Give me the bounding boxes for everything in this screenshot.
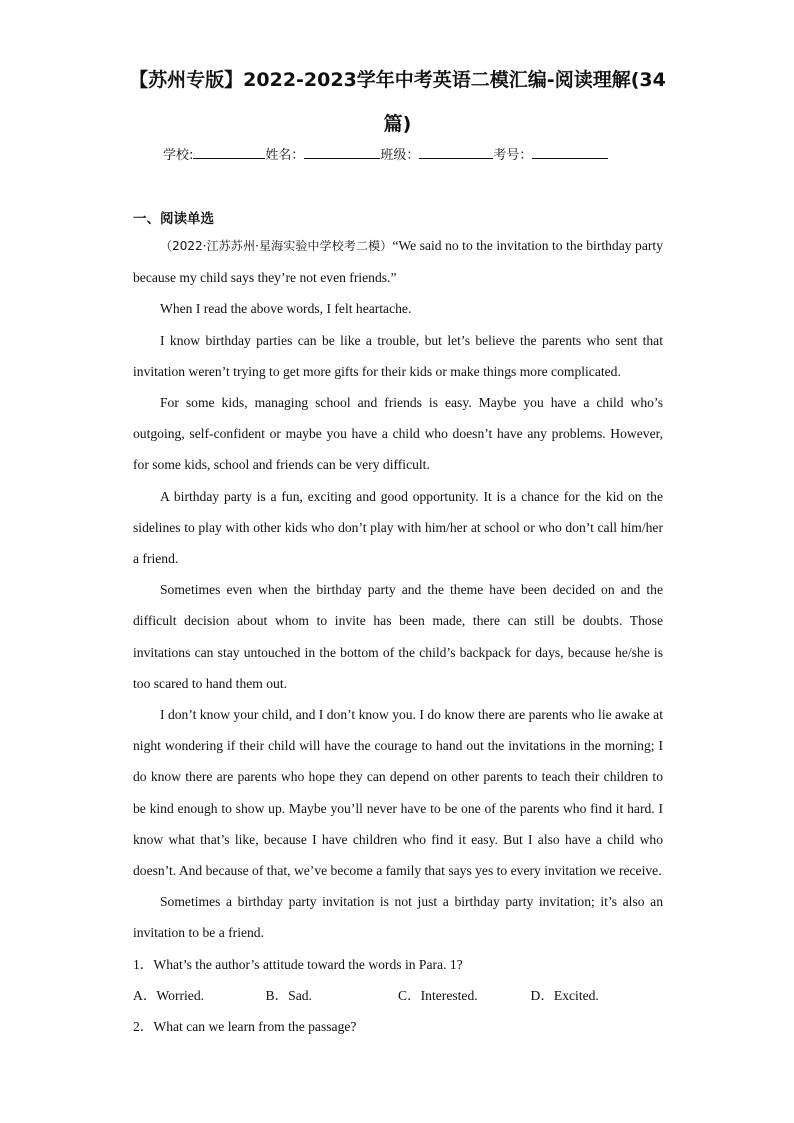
question-2: 2．What can we learn from the passage?: [133, 1019, 357, 1035]
paragraph: A birthday party is a fun, exciting and good opportunity. It is a chance for the kid on the sidelines to play with other kids who don’t play with him/her at school or who don’t call him/her a friend.: [133, 488, 663, 567]
question-1-options: [133, 980, 663, 1011]
document-title: [120, 58, 675, 146]
paragraph: I know birthday parties can be like a trouble, but let’s believe the parents who sent that invitation weren’t trying to get more gifts for their kids or make things more complicated.: [133, 332, 663, 379]
option-b[interactable]: B．Sad.: [265, 987, 312, 1003]
number-label: 考号：: [493, 148, 533, 163]
school-blank[interactable]: [193, 146, 265, 159]
paragraph: I don’t know your child, and I don’t know you. I do know there are parents who lie awake at night wondering if their child will have the courage to hand out the invitations in the morning; I do know there are parents who hope they can depend on other parents to teach their children to be kind enough to show up. Maybe you’ll never have to be one of the parents who find it hard. I know what that’s like, because I have children who find it easy. But I also have a child who doesn’t. And because of that, we’ve become a family that says yes to every invitation we receive.: [133, 707, 663, 879]
class-blank[interactable]: [419, 146, 493, 159]
option-c[interactable]: C．Interested.: [398, 987, 478, 1003]
paragraph: When I read the above words, I felt heartache.: [160, 301, 412, 317]
title-line-2: 篇): [383, 113, 412, 135]
section-heading: 一、阅读单选: [133, 211, 214, 227]
paragraph: For some kids, managing school and friends is easy. Maybe you have a child who’s outgoing, self-confident or maybe you have a child who doesn’t have any problems. However, for some kids, school and friends can be very difficult.: [133, 395, 663, 473]
paragraph: （2022·江苏苏州·星海实验中学校考二模）“We said no to the invitation to the birthday party because my child says they’re not even friends.”: [133, 238, 663, 286]
number-blank[interactable]: [532, 146, 608, 159]
student-info-row: [163, 144, 608, 163]
paragraph: Sometimes even when the birthday party and the theme have been decided on and the difficult decision about whom to invite has been made, there can still be doubts. Those invitations can stay untouched in the bottom of the child’s backpack for days, because he/she is too scared to hand them out.: [133, 582, 663, 691]
question-1: 1．What’s the author’s attitude toward the words in Para. 1?: [133, 956, 463, 972]
paragraph: Sometimes a birthday party invitation is not just a birthday party invitation; it’s also an invitation to be a friend.: [133, 894, 663, 941]
option-d[interactable]: D．Excited.: [530, 987, 599, 1003]
title-line-1: 【苏州专版】2022-2023学年中考英语二模汇编-阅读理解(34: [129, 69, 666, 91]
name-blank[interactable]: [304, 146, 380, 159]
class-label: 班级：: [380, 148, 420, 163]
option-a[interactable]: A．Worried.: [133, 987, 205, 1003]
source-citation: （2022·江苏苏州·星海实验中学校考二模）: [160, 239, 393, 253]
reading-passage: [133, 230, 663, 1042]
school-label: 学校:: [163, 148, 194, 163]
name-label: 姓名：: [265, 148, 305, 163]
